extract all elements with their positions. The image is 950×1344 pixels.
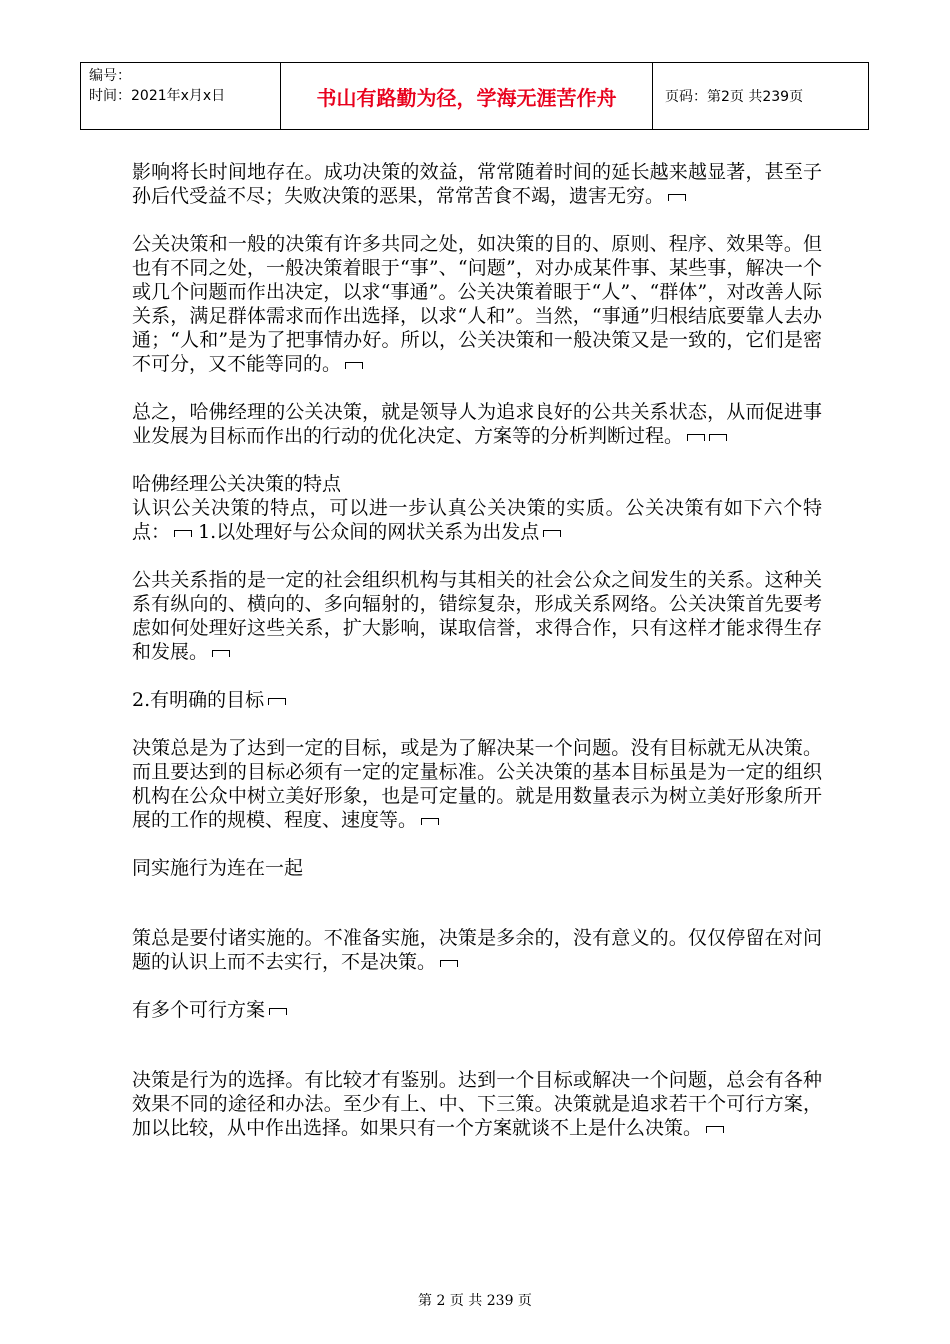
number-label: 编号： xyxy=(89,68,131,84)
subheading: 有多个可行方案 xyxy=(132,998,822,1022)
section-heading: 哈佛经理公关决策的特点 xyxy=(132,473,342,495)
time-label: 时间：2021年x月x日 xyxy=(89,88,226,104)
paragraph: 认识公关决策的特点，可以进一步认真公关决策的实质。公关决策有如下六个特点： 1.以处理好与公众间的网状关系为出发点 xyxy=(132,497,822,543)
paragraph: 决策是行为的选择。有比较才有鉴别。达到一个目标或解决一个问题，总会有各种效果不同的途径和办法。至少有上、中、下三策。决策就是追求若干个可行方案，加以比较，从中作出选择。如果只有一个方案就谈不上是什么决策。 xyxy=(132,1069,822,1139)
page-footer: 第 2 页 共 239 页 xyxy=(418,1293,532,1309)
return-mark-icon xyxy=(440,960,458,967)
paragraph: 总之，哈佛经理的公关决策，就是领导人为追求良好的公共关系状态，从而促进事业发展为目标而作出的行动的优化决定、方案等的分析判断过程。 xyxy=(132,401,822,447)
document-body xyxy=(132,160,822,1164)
paragraph: 公关决策和一般的决策有许多共同之处，如决策的目的、原则、程序、效果等。但也有不同之处，一般决策着眼于“事”、“问题”，对办成某件事、某些事，解决一个或几个问题而作出决定，以求“事通”。公关决策着眼于“人”、“群体”，对改善人际关系，满足群体需求而作出选择，以求“人和”。当然，“事通”归根结底要靠人去办通；“人和”是为了把事情办好。所以，公关决策和一般决策又是一致的，它们是密不可分，又不能等同的。 xyxy=(132,233,822,375)
paragraph: 决策总是为了达到一定的目标，或是为了解决某一个问题。没有目标就无从决策。而且要达到的目标必须有一定的定量标准。公关决策的基本目标虽是为一定的组织机构在公众中树立美好形象，也是可定量的。就是用数量表示为树立美好形象所开展的工作的规模、程度、速度等。 xyxy=(132,737,822,831)
return-mark-icon xyxy=(268,698,286,705)
header-page-info: 页码：第2页 共239页 xyxy=(665,89,804,105)
return-mark-icon xyxy=(709,434,727,441)
return-mark-icon xyxy=(668,194,686,201)
header-meta xyxy=(81,63,281,129)
subheading: 2.有明确的目标 xyxy=(132,688,822,712)
return-mark-icon xyxy=(174,530,192,537)
paragraph: 公共关系指的是一定的社会组织机构与其相关的社会公众之间发生的关系。这种关系有纵向的、横向的、多向辐射的，错综复杂，形成关系网络。公关决策首先要考虑如何处理好这些关系，扩大影响，谋取信誉，求得合作，只有这样才能求得生存和发展。 xyxy=(132,569,822,663)
subheading: 同实施行为连在一起 xyxy=(132,857,304,879)
page-header xyxy=(80,62,869,130)
paragraph: 策总是要付诸实施的。不准备实施，决策是多余的，没有意义的。仅仅停留在对问题的认识上而不去实行，不是决策。 xyxy=(132,927,822,973)
return-mark-icon xyxy=(687,434,705,441)
return-mark-icon xyxy=(706,1126,724,1133)
return-mark-icon xyxy=(269,1008,287,1015)
return-mark-icon xyxy=(212,650,230,657)
subheading: 1.以处理好与公众间的网状关系为出发点 xyxy=(198,521,540,543)
return-mark-icon xyxy=(421,818,439,825)
return-mark-icon xyxy=(345,362,363,369)
paragraph: 影响将长时间地存在。成功决策的效益，常常随着时间的延长越来越显著，甚至子孙后代受益不尽；失败决策的恶果，常常苦食不竭，遗害无穷。 xyxy=(132,161,822,207)
header-motto: 书山有路勤为径，学海无涯苦作舟 xyxy=(281,63,653,129)
return-mark-icon xyxy=(543,530,561,537)
